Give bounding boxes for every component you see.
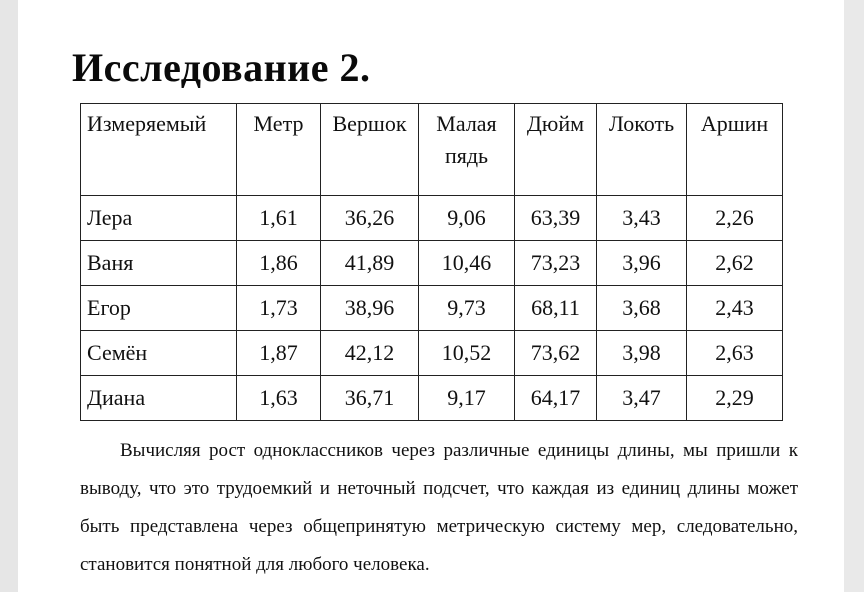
row-name: Лера bbox=[81, 196, 237, 241]
header-arshin: Аршин bbox=[687, 104, 783, 196]
header-small-span: Малая пядь bbox=[419, 104, 515, 196]
table-row bbox=[81, 286, 783, 331]
cell-vershok: 38,96 bbox=[321, 286, 419, 331]
cell-arshin: 2,62 bbox=[687, 241, 783, 286]
header-meter: Метр bbox=[237, 104, 321, 196]
cell-inch: 63,39 bbox=[515, 196, 597, 241]
cell-meter: 1,86 bbox=[237, 241, 321, 286]
cell-vershok: 36,26 bbox=[321, 196, 419, 241]
cell-arshin: 2,26 bbox=[687, 196, 783, 241]
cell-inch: 68,11 bbox=[515, 286, 597, 331]
cell-arshin: 2,43 bbox=[687, 286, 783, 331]
cell-small-span: 10,46 bbox=[419, 241, 515, 286]
cell-inch: 73,62 bbox=[515, 331, 597, 376]
header-measured: Измеряемый bbox=[81, 104, 237, 196]
cell-meter: 1,73 bbox=[237, 286, 321, 331]
table-header-row bbox=[81, 104, 783, 196]
section-heading: Исследование 2. bbox=[72, 45, 371, 90]
row-name: Ваня bbox=[81, 241, 237, 286]
row-name: Семён bbox=[81, 331, 237, 376]
header-inch: Дюйм bbox=[515, 104, 597, 196]
header-vershok: Вершок bbox=[321, 104, 419, 196]
cell-elbow: 3,47 bbox=[597, 376, 687, 421]
cell-elbow: 3,43 bbox=[597, 196, 687, 241]
cell-arshin: 2,63 bbox=[687, 331, 783, 376]
cell-arshin: 2,29 bbox=[687, 376, 783, 421]
cell-inch: 64,17 bbox=[515, 376, 597, 421]
cell-elbow: 3,96 bbox=[597, 241, 687, 286]
cell-small-span: 9,17 bbox=[419, 376, 515, 421]
table-row bbox=[81, 376, 783, 421]
header-elbow: Локоть bbox=[597, 104, 687, 196]
table-row bbox=[81, 331, 783, 376]
document-page bbox=[18, 0, 844, 592]
cell-meter: 1,61 bbox=[237, 196, 321, 241]
cell-small-span: 9,73 bbox=[419, 286, 515, 331]
table-row bbox=[81, 196, 783, 241]
cell-meter: 1,87 bbox=[237, 331, 321, 376]
cell-small-span: 9,06 bbox=[419, 196, 515, 241]
table-row bbox=[81, 241, 783, 286]
row-name: Диана bbox=[81, 376, 237, 421]
cell-vershok: 36,71 bbox=[321, 376, 419, 421]
cell-vershok: 42,12 bbox=[321, 331, 419, 376]
page-right-margin bbox=[844, 0, 864, 592]
cell-small-span: 10,52 bbox=[419, 331, 515, 376]
cell-inch: 73,23 bbox=[515, 241, 597, 286]
cell-vershok: 41,89 bbox=[321, 241, 419, 286]
cell-meter: 1,63 bbox=[237, 376, 321, 421]
measurements-table bbox=[80, 103, 783, 421]
page-left-margin bbox=[0, 0, 18, 592]
cell-elbow: 3,68 bbox=[597, 286, 687, 331]
row-name: Егор bbox=[81, 286, 237, 331]
cell-elbow: 3,98 bbox=[597, 331, 687, 376]
conclusion-paragraph: Вычисляя рост одноклассников через различные единицы длины, мы пришли к выводу, что это трудоемкий и неточный подсчет, что каждая из единиц длины может быть представлена через общепринятую метрическую систему мер, следовательно, становится понятной для любого человека. bbox=[80, 440, 798, 575]
